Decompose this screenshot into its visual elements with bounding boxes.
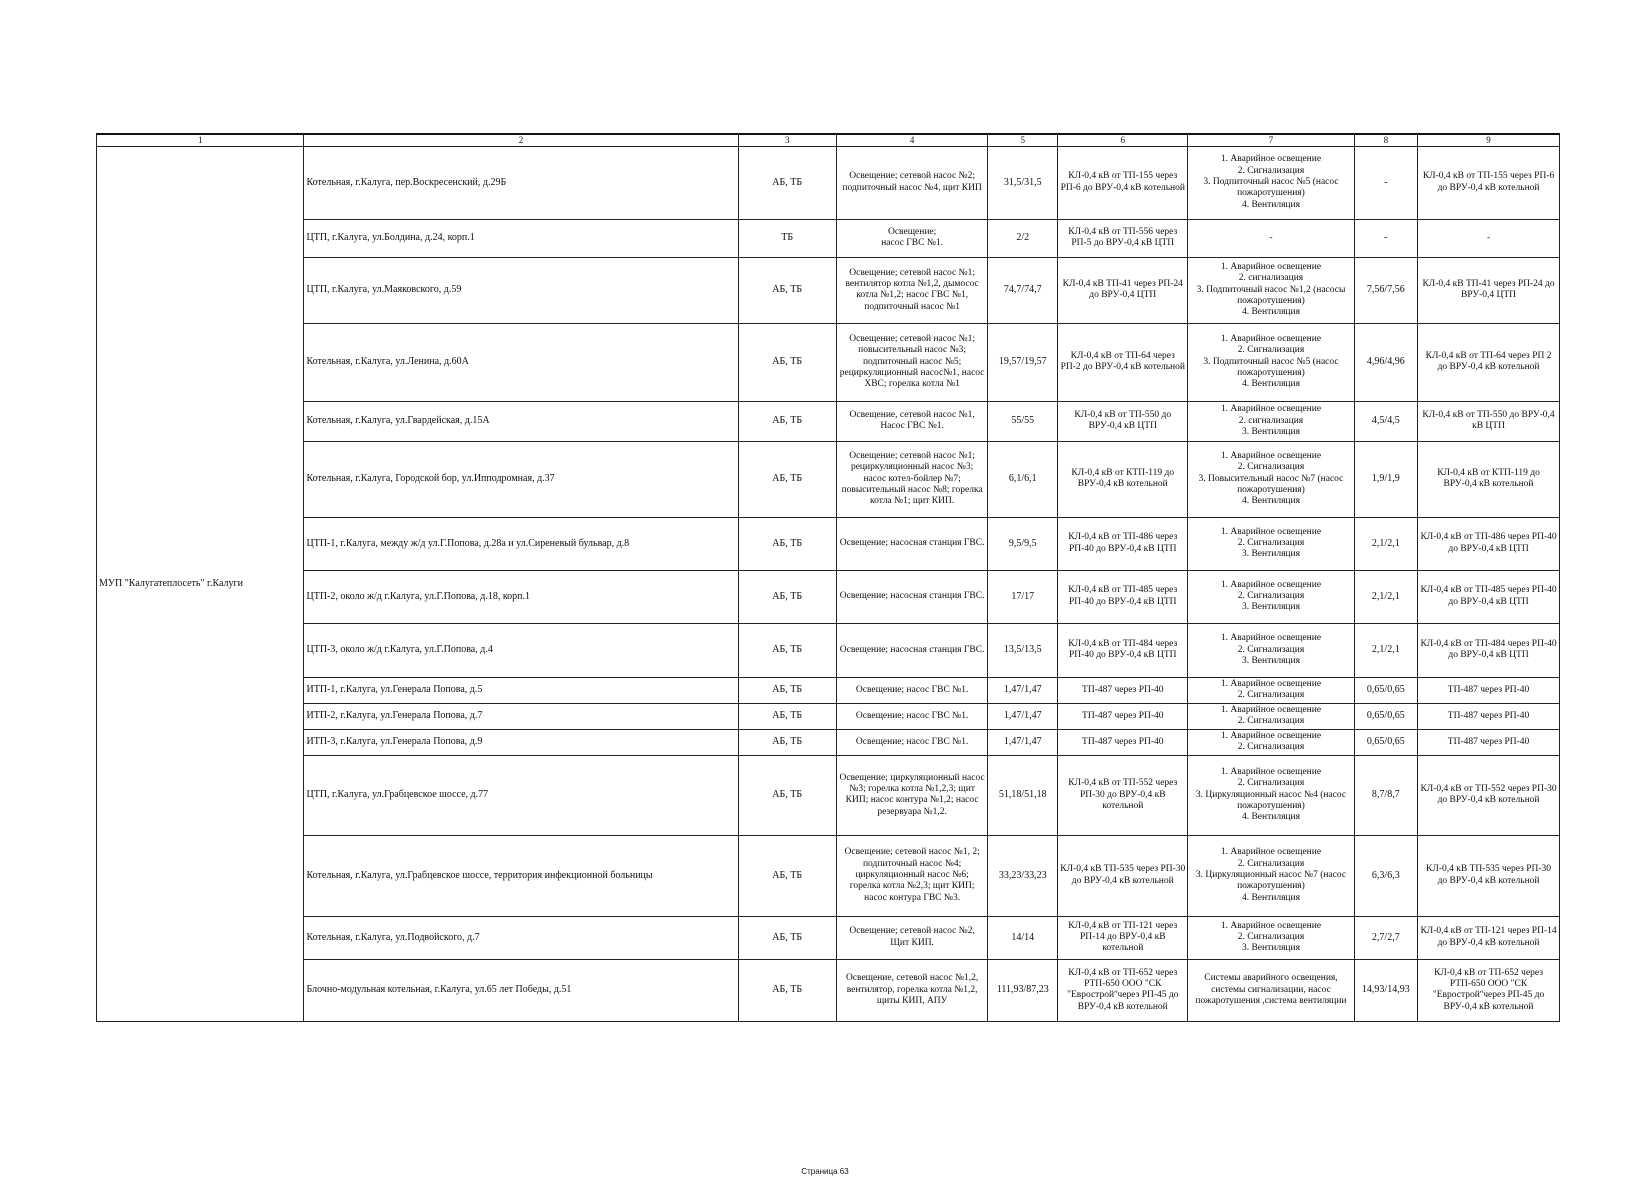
backup-cell: - — [1188, 219, 1354, 257]
backup-cell: 1. Аварийное освещение 2. Сигнализация 3. Вентиляция — [1188, 570, 1354, 623]
power-cell: 9,5/9,5 — [988, 517, 1058, 570]
emergency-power-cell: 14,93/14,93 — [1354, 959, 1418, 1021]
col-header-6: 6 — [1058, 134, 1188, 146]
table-row — [97, 703, 1560, 729]
emergency-supply-cell: КЛ-0,4 кВ от ТП-155 через РП-6 до ВРУ-0,4 кВ котельной — [1418, 146, 1560, 219]
category-cell: АБ, ТБ — [738, 146, 836, 219]
power-cell: 6,1/6,1 — [988, 441, 1058, 517]
backup-cell: 1. Аварийное освещение 2. Сигнализация 3. Циркуляционный насос №4 (насос пожаротушения) 4. Вентиляция — [1188, 755, 1354, 835]
category-cell: АБ, ТБ — [738, 729, 836, 755]
emergency-supply-cell: КЛ-0,4 кВ от ТП-64 через РП 2 до ВРУ-0,4 кВ котельной — [1418, 323, 1560, 401]
emergency-supply-cell: КЛ-0,4 кВ ТП-535 через РП-30 до ВРУ-0,4 кВ котельной — [1418, 835, 1560, 916]
table-row — [97, 959, 1560, 1021]
consumers-cell: Освещение, сетевой насос №1,2, вентилятор, горелка котла №1,2, щиты КИП, АПУ — [836, 959, 987, 1021]
emergency-supply-cell: ТП-487 через РП-40 — [1418, 703, 1560, 729]
table-row — [97, 916, 1560, 959]
supply-cell: КЛ-0,4 кВ от ТП-155 через РП-6 до ВРУ-0,4 кВ котельной — [1058, 146, 1188, 219]
object-cell: Котельная, г.Калуга, ул.Грабцевское шоссе, территория инфекционной больницы — [304, 835, 738, 916]
object-cell: Блочно-модульная котельная, г.Калуга, ул.65 лет Победы, д.51 — [304, 959, 738, 1021]
consumers-cell: Освещение; сетевой насос №1; повысительный насос №3; подпиточный насос №5; рециркуляционный насос№1, насос ХВС; горелка котла №1 — [836, 323, 987, 401]
category-cell: АБ, ТБ — [738, 570, 836, 623]
column-number-row — [97, 134, 1560, 146]
consumers-cell: Освещение; сетевой насос №2; подпиточный насос №4, щит КИП — [836, 146, 987, 219]
category-cell: АБ, ТБ — [738, 677, 836, 703]
backup-cell: 1. Аварийное освещение 2. Сигнализация 3. Вентиляция — [1188, 517, 1354, 570]
object-cell: ЦТП, г.Калуга, ул.Грабцевское шоссе, д.77 — [304, 755, 738, 835]
table-row — [97, 441, 1560, 517]
consumers-cell: Освещение; насосная станция ГВС. — [836, 570, 987, 623]
emergency-supply-cell: КЛ-0,4 кВ от ТП-486 через РП-40 до ВРУ-0,4 кВ ЦТП — [1418, 517, 1560, 570]
emergency-supply-cell: КЛ-0,4 кВ от ТП-552 через РП-30 до ВРУ-0,4 кВ котельной — [1418, 755, 1560, 835]
emergency-power-cell: 4,5/4,5 — [1354, 401, 1418, 441]
col-header-8: 8 — [1354, 134, 1418, 146]
backup-cell: 1. Аварийное освещение 2. Сигнализация 3. Подпиточный насос №5 (насос пожаротушения) 4. Вентиляция — [1188, 146, 1354, 219]
emergency-power-cell: - — [1354, 146, 1418, 219]
col-header-5: 5 — [988, 134, 1058, 146]
emergency-power-cell: 0,65/0,65 — [1354, 703, 1418, 729]
table-row — [97, 570, 1560, 623]
table-row — [97, 257, 1560, 323]
power-cell: 13,5/13,5 — [988, 623, 1058, 677]
backup-cell: 1. Аварийное освещение 2. Сигнализация — [1188, 677, 1354, 703]
emergency-supply-cell: КЛ-0,4 кВ от ТП-652 через РТП-650 ООО "СК "Евростройʺчерез РП-45 до ВРУ-0,4 кВ котельной — [1418, 959, 1560, 1021]
backup-cell: 1. Аварийное освещение 2. сигнализация 3. Вентиляция — [1188, 401, 1354, 441]
object-cell: Котельная, г.Калуга, ул.Гвардейская, д.15А — [304, 401, 738, 441]
supply-cell: КЛ-0,4 кВ от ТП-486 через РП-40 до ВРУ-0,4 кВ ЦТП — [1058, 517, 1188, 570]
backup-cell: 1. Аварийное освещение 2. Сигнализация 3. Вентиляция — [1188, 916, 1354, 959]
power-cell: 2/2 — [988, 219, 1058, 257]
emergency-power-cell: 2,7/2,7 — [1354, 916, 1418, 959]
supply-cell: КЛ-0,4 кВ от КТП-119 до ВРУ-0,4 кВ котельной — [1058, 441, 1188, 517]
category-cell: АБ, ТБ — [738, 916, 836, 959]
object-cell: Котельная, г.Калуга, ул.Подвойского, д.7 — [304, 916, 738, 959]
object-cell: Котельная, г.Калуга, ул.Ленина, д.60А — [304, 323, 738, 401]
table-row — [97, 323, 1560, 401]
object-cell: Котельная, г.Калуга, пер.Воскресенский, д.29Б — [304, 146, 738, 219]
object-cell: ИТП-3, г.Калуга, ул.Генерала Попова, д.9 — [304, 729, 738, 755]
emergency-supply-cell: ТП-487 через РП-40 — [1418, 677, 1560, 703]
col-header-2: 2 — [304, 134, 738, 146]
consumers-cell: Освещение; сетевой насос №2, Щит КИП. — [836, 916, 987, 959]
consumers-cell: Освещение; насосная станция ГВС. — [836, 623, 987, 677]
table-row — [97, 729, 1560, 755]
power-cell: 17/17 — [988, 570, 1058, 623]
emergency-supply-cell: КЛ-0,4 кВ от КТП-119 до ВРУ-0,4 кВ котельной — [1418, 441, 1560, 517]
backup-cell: Системы аварийного освещения, системы сигнализации, насос пожаротушения ,система вентиляции — [1188, 959, 1354, 1021]
supply-cell: КЛ-0,4 кВ от ТП-485 через РП-40 до ВРУ-0,4 кВ ЦТП — [1058, 570, 1188, 623]
category-cell: АБ, ТБ — [738, 441, 836, 517]
table-row — [97, 219, 1560, 257]
consumers-cell: Освещение; сетевой насос №1; рециркуляционный насос №3; насос котел-бойлер №7; повысительный насос №8; горелка котла №1; щит КИП. — [836, 441, 987, 517]
emergency-supply-cell: КЛ-0,4 кВ от ТП-121 через РП-14 до ВРУ-0,4 кВ котельной — [1418, 916, 1560, 959]
category-cell: АБ, ТБ — [738, 623, 836, 677]
supply-cell: КЛ-0,4 кВ от ТП-64 через РП-2 до ВРУ-0,4 кВ котельной — [1058, 323, 1188, 401]
object-cell: ЦТП-1, г.Калуга, между ж/д ул.Г.Попова, д.28а и ул.Сиреневый бульвар, д.8 — [304, 517, 738, 570]
power-cell: 1,47/1,47 — [988, 677, 1058, 703]
col-header-7: 7 — [1188, 134, 1354, 146]
category-cell: АБ, ТБ — [738, 257, 836, 323]
emergency-power-cell: - — [1354, 219, 1418, 257]
power-cell: 1,47/1,47 — [988, 703, 1058, 729]
power-cell: 51,18/51,18 — [988, 755, 1058, 835]
emergency-power-cell: 6,3/6,3 — [1354, 835, 1418, 916]
backup-cell: 1. Аварийное освещение 2. Сигнализация 3. Циркуляционный насос №7 (насос пожаротушения) 4. Вентиляция — [1188, 835, 1354, 916]
consumers-cell: Освещение; циркуляционный насос №3; горелка котла №1,2,3; щит КИП; насос контура №1,2; насос резервуара №1,2. — [836, 755, 987, 835]
object-cell: ЦТП, г.Калуга, ул.Болдина, д.24, корп.1 — [304, 219, 738, 257]
data-table — [96, 133, 1560, 1022]
category-cell: АБ, ТБ — [738, 703, 836, 729]
power-cell: 33,23/33,23 — [988, 835, 1058, 916]
power-cell: 74,7/74,7 — [988, 257, 1058, 323]
supply-cell: КЛ-0,4 кВ от ТП-484 через РП-40 до ВРУ-0,4 кВ ЦТП — [1058, 623, 1188, 677]
table-row — [97, 623, 1560, 677]
supply-cell: КЛ-0,4 кВ от ТП-550 до ВРУ-0,4 кВ ЦТП — [1058, 401, 1188, 441]
supply-cell: ТП-487 через РП-40 — [1058, 677, 1188, 703]
consumers-cell: Освещение; насос ГВС №1. — [836, 677, 987, 703]
supply-cell: КЛ-0,4 кВ ТП-41 через РП-24 до ВРУ-0,4 ЦТП — [1058, 257, 1188, 323]
table-row — [97, 835, 1560, 916]
consumers-cell: Освещение; сетевой насос №1; вентилятор котла №1,2, дымосос котла №1,2; насос ГВС №1, подпиточный насос №1 — [836, 257, 987, 323]
table-row — [97, 677, 1560, 703]
object-cell: ЦТП-3, около ж/д г.Калуга, ул.Г.Попова, д.4 — [304, 623, 738, 677]
object-cell: ИТП-1, г.Калуга, ул.Генерала Попова, д.5 — [304, 677, 738, 703]
emergency-power-cell: 1,9/1,9 — [1354, 441, 1418, 517]
consumers-cell: Освещение; насос ГВС №1. — [836, 729, 987, 755]
backup-cell: 1. Аварийное освещение 2. Сигнализация 3. Подпиточный насос №5 (насос пожаротушения) 4. Вентиляция — [1188, 323, 1354, 401]
table-row — [97, 401, 1560, 441]
category-cell: АБ, ТБ — [738, 835, 836, 916]
backup-cell: 1. Аварийное освещение 2. Сигнализация — [1188, 703, 1354, 729]
supply-cell: ТП-487 через РП-40 — [1058, 703, 1188, 729]
power-cell: 55/55 — [988, 401, 1058, 441]
emergency-power-cell: 7,56/7,56 — [1354, 257, 1418, 323]
table-row — [97, 755, 1560, 835]
col-header-1: 1 — [97, 134, 304, 146]
emergency-supply-cell: КЛ-0,4 кВ от ТП-550 до ВРУ-0,4 кВ ЦТП — [1418, 401, 1560, 441]
supply-cell: КЛ-0,4 кВ от ТП-121 через РП-14 до ВРУ-0,4 кВ котельной — [1058, 916, 1188, 959]
backup-cell: 1. Аварийное освещение 2. сигнализация 3. Подпиточный насос №1,2 (насосы пожаротушения) 4. Вентиляция — [1188, 257, 1354, 323]
emergency-power-cell: 0,65/0,65 — [1354, 677, 1418, 703]
supply-cell: КЛ-0,4 кВ от ТП-652 через РТП-650 ООО "СК "Евростройʺчерез РП-45 до ВРУ-0,4 кВ котельной — [1058, 959, 1188, 1021]
category-cell: АБ, ТБ — [738, 517, 836, 570]
emergency-power-cell: 2,1/2,1 — [1354, 570, 1418, 623]
col-header-3: 3 — [738, 134, 836, 146]
power-cell: 1,47/1,47 — [988, 729, 1058, 755]
supply-cell: КЛ-0,4 кВ от ТП-556 через РП-5 до ВРУ-0,4 кВ ЦТП — [1058, 219, 1188, 257]
category-cell: АБ, ТБ — [738, 755, 836, 835]
category-cell: АБ, ТБ — [738, 959, 836, 1021]
emergency-power-cell: 8,7/8,7 — [1354, 755, 1418, 835]
supply-cell: ТП-487 через РП-40 — [1058, 729, 1188, 755]
power-cell: 31,5/31,5 — [988, 146, 1058, 219]
power-cell: 14/14 — [988, 916, 1058, 959]
col-header-4: 4 — [836, 134, 987, 146]
backup-cell: 1. Аварийное освещение 2. Сигнализация — [1188, 729, 1354, 755]
object-cell: Котельная, г.Калуга, Городской бор, ул.Ипподромная, д.37 — [304, 441, 738, 517]
table-row — [97, 517, 1560, 570]
consumers-cell: Освещение, сетевой насос №1, Насос ГВС №1. — [836, 401, 987, 441]
emergency-power-cell: 0,65/0,65 — [1354, 729, 1418, 755]
emergency-supply-cell: ТП-487 через РП-40 — [1418, 729, 1560, 755]
page-footer: Страница 63 — [801, 1167, 849, 1176]
object-cell: ИТП-2, г.Калуга, ул.Генерала Попова, д.7 — [304, 703, 738, 729]
col-header-9: 9 — [1418, 134, 1560, 146]
consumers-cell: Освещение; насосная станция ГВС. — [836, 517, 987, 570]
emergency-supply-cell: КЛ-0,4 кВ ТП-41 через РП-24 до ВРУ-0,4 ЦТП — [1418, 257, 1560, 323]
table-body — [97, 134, 1560, 1021]
consumers-cell: Освещение; насос ГВС №1. — [836, 703, 987, 729]
emergency-power-cell: 4,96/4,96 — [1354, 323, 1418, 401]
table-row — [97, 146, 1560, 219]
emergency-power-cell: 2,1/2,1 — [1354, 623, 1418, 677]
category-cell: АБ, ТБ — [738, 401, 836, 441]
emergency-supply-cell: КЛ-0,4 кВ от ТП-484 через РП-40 до ВРУ-0,4 кВ ЦТП — [1418, 623, 1560, 677]
supply-cell: КЛ-0,4 кВ от ТП-552 через РП-30 до ВРУ-0,4 кВ котельной — [1058, 755, 1188, 835]
power-cell: 19,57/19,57 — [988, 323, 1058, 401]
object-cell: ЦТП-2, около ж/д г.Калуга, ул.Г.Попова, д.18, корп.1 — [304, 570, 738, 623]
organization-cell: МУП "Калугатеплосеть" г.Калуги — [97, 146, 304, 1021]
object-cell: ЦТП, г.Калуга, ул.Маяковского, д.59 — [304, 257, 738, 323]
consumers-cell: Освещение; насос ГВС №1. — [836, 219, 987, 257]
category-cell: АБ, ТБ — [738, 323, 836, 401]
consumers-cell: Освещение; сетевой насос №1, 2; подпиточный насос №4; циркуляционный насос №6; горелка котла №2,3; щит КИП; насос контура ГВС №3. — [836, 835, 987, 916]
power-cell: 111,93/87,23 — [988, 959, 1058, 1021]
emergency-supply-cell: КЛ-0,4 кВ от ТП-485 через РП-40 до ВРУ-0,4 кВ ЦТП — [1418, 570, 1560, 623]
emergency-supply-cell: - — [1418, 219, 1560, 257]
backup-cell: 1. Аварийное освещение 2. Сигнализация 3. Повысительный насос №7 (насос пожаротушения) 4. Вентиляция — [1188, 441, 1354, 517]
category-cell: ТБ — [738, 219, 836, 257]
supply-cell: КЛ-0,4 кВ ТП-535 через РП-30 до ВРУ-0,4 кВ котельной — [1058, 835, 1188, 916]
backup-cell: 1. Аварийное освещение 2. Сигнализация 3. Вентиляция — [1188, 623, 1354, 677]
emergency-power-cell: 2,1/2,1 — [1354, 517, 1418, 570]
